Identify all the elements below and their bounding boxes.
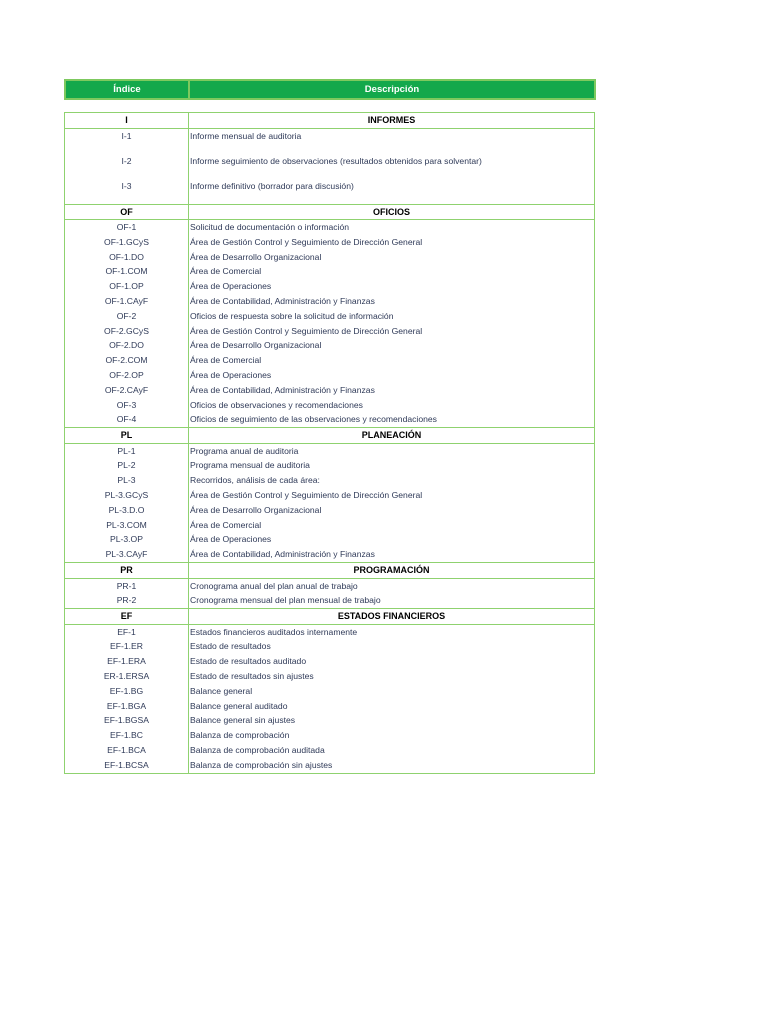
- row-code: PL-2: [117, 460, 136, 471]
- row-description: Programa anual de auditoria: [190, 445, 299, 456]
- row-description: Área de Desarrollo Organizacional: [190, 251, 322, 262]
- row-code: EF-1.BG: [109, 685, 144, 696]
- row-description: Área de Contabilidad, Administración y Finanzas: [190, 384, 375, 395]
- section-code: EF: [65, 609, 189, 624]
- row-code: PL-3.COM: [106, 519, 147, 530]
- row-description: Balance general: [190, 685, 253, 696]
- row-code: OF-1: [116, 222, 137, 232]
- row-description: Área de Desarrollo Organizacional: [190, 504, 322, 515]
- row-code: EF-1.BCSA: [104, 759, 149, 770]
- row-description: Informe seguimiento de observaciones (resultados obtenidos para solventar): [190, 155, 482, 166]
- row-code: OF-1.CAyF: [104, 295, 149, 306]
- row-code: OF-2.GCyS: [104, 325, 149, 336]
- section-title: INFORMES: [367, 115, 416, 125]
- row-description: Área de Operaciones: [190, 281, 272, 292]
- row-code: OF-2.OP: [109, 369, 144, 380]
- row-description: Informe mensual de auditoria: [190, 130, 302, 141]
- section-title: OFICIOS: [372, 206, 410, 217]
- section-header-oficios: [64, 205, 595, 221]
- row-description: Balanza de comprobación sin ajustes: [190, 759, 333, 770]
- row-code: ER-1.ERSA: [103, 671, 150, 682]
- section-title: PLANEACIÓN: [361, 430, 422, 441]
- row-description: Estado de resultados auditado: [190, 656, 307, 667]
- row-code: PR-2: [116, 595, 137, 606]
- row-code: PR-1: [116, 580, 137, 591]
- section-title: ESTADOS FINANCIEROS: [337, 611, 446, 622]
- row-description: Programa mensual de auditoria: [190, 460, 310, 471]
- section-body-estados: [64, 625, 595, 774]
- row-code: I-3: [121, 180, 132, 191]
- row-description: Informe definitivo (borrador para discusión): [190, 180, 354, 191]
- row-code: OF-4: [116, 414, 137, 425]
- row-code: PL-3.GCyS: [104, 490, 149, 501]
- row-code: EF-1.BGA: [106, 700, 147, 711]
- row-code: EF-1: [117, 626, 136, 637]
- row-code: PL-3: [117, 475, 136, 486]
- section-header-estados: [64, 609, 595, 625]
- row-code: OF-1.GCyS: [104, 236, 149, 247]
- row-code: I-1: [121, 130, 132, 141]
- row-description: Área de Operaciones: [190, 534, 272, 545]
- row-description: Área de Contabilidad, Administración y Finanzas: [190, 549, 375, 560]
- row-description: Balance general sin ajustes: [190, 715, 296, 726]
- row-code: OF-3: [116, 399, 137, 410]
- section-code: PL: [65, 428, 189, 443]
- section-body-informes: [64, 129, 595, 205]
- index-table: [64, 112, 595, 774]
- row-description: Balanza de comprobación auditada: [190, 745, 325, 755]
- row-description: Oficios de respuesta sobre la solicitud de información: [190, 310, 394, 321]
- section-body-oficios: [64, 220, 595, 428]
- row-code: OF-2.DO: [109, 340, 144, 351]
- row-description: Balance general auditado: [190, 700, 288, 711]
- section-body-planeacion: [64, 444, 595, 563]
- row-description: Oficios de observaciones y recomendaciones: [190, 399, 363, 410]
- row-description: Área de Operaciones: [190, 369, 272, 380]
- section-header-programacion: [64, 563, 595, 579]
- row-code: EF-1.BGSA: [104, 715, 149, 726]
- row-code: OF-2.COM: [105, 355, 148, 366]
- header-description: Descripción: [364, 84, 420, 95]
- row-description: Estados financieros auditados internamente: [190, 626, 358, 637]
- row-code: PL-3.OP: [110, 534, 143, 545]
- section-body-programacion: [64, 579, 595, 610]
- row-description: Área de Comercial: [190, 519, 262, 530]
- row-description: Área de Comercial: [190, 266, 262, 277]
- row-code: PL-3.D.O: [108, 504, 145, 515]
- row-description: Estado de resultados sin ajustes: [190, 671, 314, 682]
- section-header-informes: [64, 113, 595, 129]
- row-code: EF-1.BC: [110, 730, 143, 741]
- row-code: OF-1.COM: [105, 266, 148, 277]
- row-code: EF-1.ERA: [107, 656, 146, 667]
- section-code: PR: [65, 563, 189, 578]
- row-description: Área de Gestión Control y Seguimiento de Dirección General: [190, 490, 423, 501]
- section-header-planeacion: [64, 428, 595, 444]
- row-description: Área de Contabilidad, Administración y Finanzas: [190, 295, 375, 306]
- table-header: [64, 79, 596, 100]
- row-description: Estado de resultados: [190, 641, 271, 652]
- row-description: Área de Comercial: [190, 355, 262, 366]
- row-description: Solicitud de documentación o información: [190, 222, 350, 232]
- row-description: Recorridos, análisis de cada área:: [190, 475, 320, 486]
- row-code: OF-2.CAyF: [104, 384, 149, 395]
- row-description: Área de Desarrollo Organizacional: [190, 340, 322, 351]
- row-code: PL-1: [117, 445, 136, 456]
- row-description: Oficios de seguimiento de las observaciones y recomendaciones: [190, 414, 437, 425]
- row-description: Área de Gestión Control y Seguimiento de Dirección General: [190, 325, 423, 336]
- header-index: Índice: [66, 81, 190, 98]
- row-description: Área de Gestión Control y Seguimiento de Dirección General: [190, 236, 423, 247]
- section-title: PROGRAMACIÓN: [353, 565, 430, 576]
- row-code: I-2: [121, 155, 132, 166]
- row-code: OF-1.OP: [109, 281, 144, 292]
- row-code: EF-1.ER: [110, 641, 143, 652]
- section-code: I: [65, 113, 189, 128]
- row-code: EF-1.BCA: [107, 745, 146, 755]
- section-code: OF: [65, 205, 189, 220]
- row-description: Balanza de comprobación: [190, 730, 290, 741]
- row-description: Cronograma mensual del plan mensual de trabajo: [190, 595, 381, 606]
- row-code: OF-1.DO: [109, 251, 144, 262]
- row-code: OF-2: [116, 310, 137, 321]
- row-code: PL-3.CAyF: [105, 549, 148, 560]
- row-description: Cronograma anual del plan anual de trabajo: [190, 580, 358, 591]
